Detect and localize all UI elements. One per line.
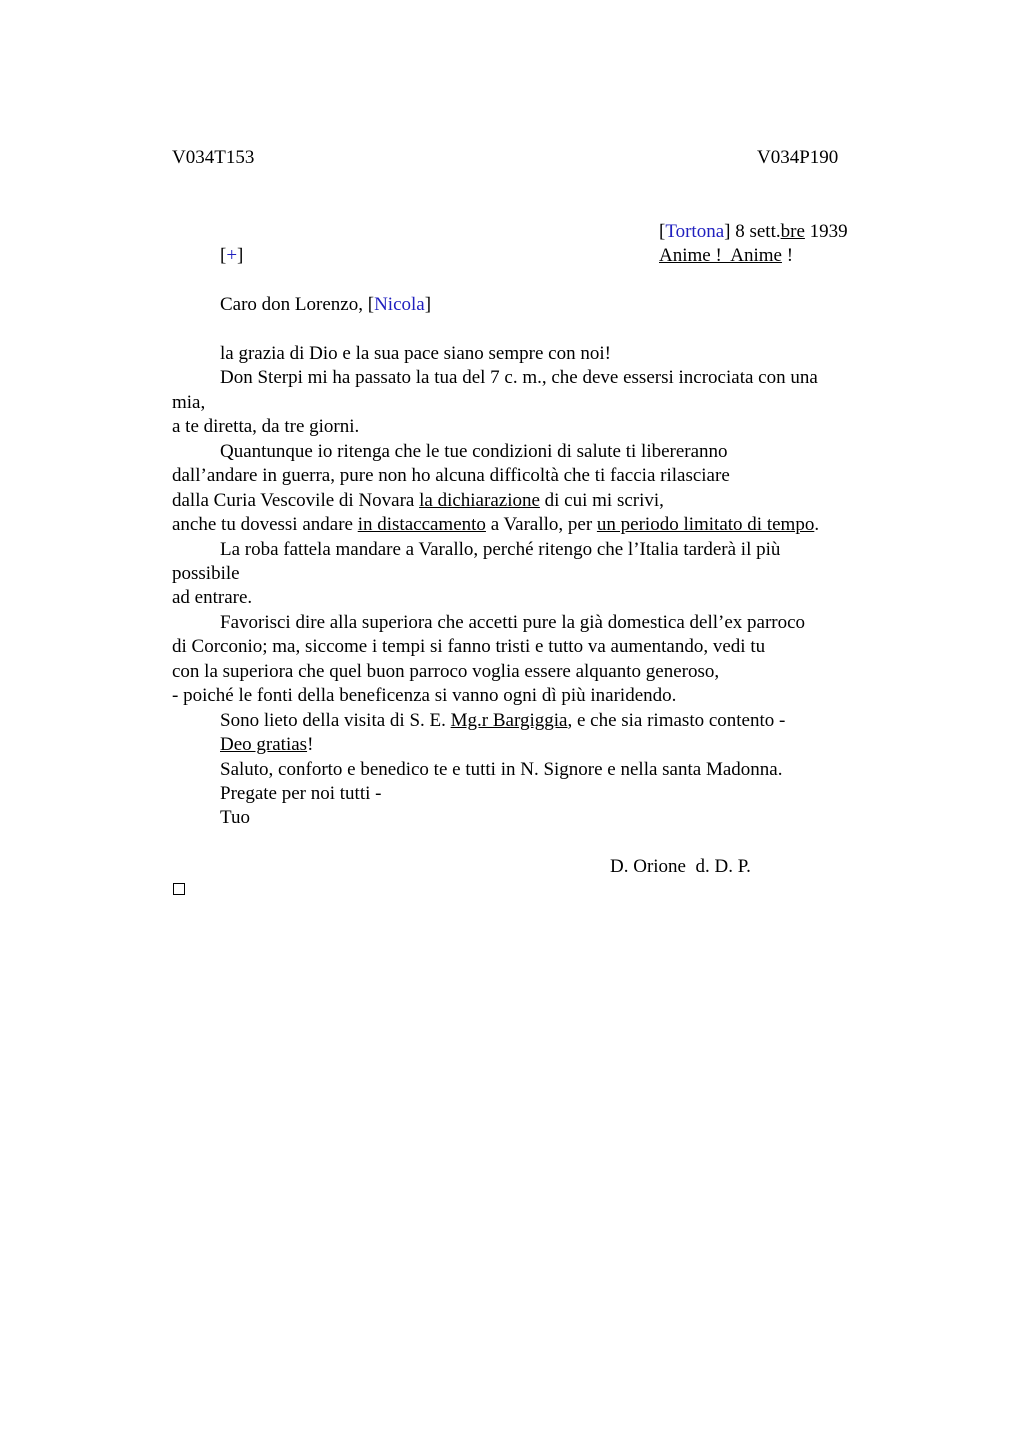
signature: D. Orione d. D. P. bbox=[610, 856, 751, 877]
body-line: di Corconio; ma, siccome i tempi si fanno tristi e tutto va aumentando, vedi tu bbox=[172, 636, 766, 657]
document-code-left: V034T153 bbox=[172, 147, 255, 168]
body-line: la grazia di Dio e la sua pace siano sempre con noi! bbox=[220, 343, 611, 364]
body-line: possibile bbox=[172, 563, 240, 584]
body-line: Tuo bbox=[220, 807, 250, 828]
date-day-month: 8 sett. bbox=[735, 221, 781, 242]
date-year: 1939 bbox=[809, 221, 848, 242]
body-line bbox=[220, 710, 785, 732]
underlined-text: Mg.r Bargiggia bbox=[450, 710, 568, 731]
body-line: ad entrare. bbox=[172, 587, 253, 608]
body-line: Pregate per noi tutti - bbox=[220, 783, 382, 804]
place-name: Tortona bbox=[665, 221, 725, 242]
salutation: Caro don Lorenzo, [Nicola] bbox=[220, 294, 432, 315]
underlined-text: Deo gratias bbox=[220, 734, 308, 755]
body-text: Sono lieto della visita di S. E. bbox=[220, 710, 451, 731]
body-line bbox=[172, 490, 664, 512]
salutation-name: Nicola bbox=[374, 294, 425, 315]
body-line: Quantunque io ritenga che le tue condizioni di salute ti libereranno bbox=[220, 441, 728, 462]
body-line: a te diretta, da tre giorni. bbox=[172, 416, 360, 437]
underlined-text: un periodo limitato di tempo bbox=[596, 514, 815, 535]
body-text: . bbox=[814, 514, 820, 535]
document-code-right: V034P190 bbox=[757, 147, 839, 168]
body-line: La roba fattela mandare a Varallo, perché ritengo che l’Italia tarderà il più bbox=[220, 539, 781, 560]
salutation-text: Caro don Lorenzo, bbox=[220, 294, 368, 315]
body-line: Favorisci dire alla superiora che accetti pure la già domestica dell’ex parroco bbox=[220, 612, 806, 633]
body-text: a Varallo, per bbox=[485, 514, 597, 535]
dateline: [Tortona] 8 sett.bre 1939 bbox=[659, 221, 848, 242]
cross-symbol: + bbox=[226, 245, 238, 266]
body-text: dalla Curia Vescovile di Novara bbox=[172, 490, 420, 511]
body-line: Saluto, conforto e benedico te e tutti in N. Signore e nella santa Madonna. bbox=[220, 759, 783, 780]
body-text: ! bbox=[307, 734, 314, 755]
motto-text: Anime ! Anime bbox=[659, 245, 782, 266]
body-line: con la superiora che quel buon parroco voglia essere alquanto generoso, bbox=[172, 661, 720, 682]
body-line: Don Sterpi mi ha passato la tua del 7 c. m., che deve essersi incrociata con una bbox=[220, 367, 818, 388]
body-text: anche tu dovessi andare bbox=[172, 514, 358, 535]
body-line: mia, bbox=[172, 392, 206, 413]
date-month-suffix: bre bbox=[780, 221, 805, 242]
body-text: , e che sia rimasto contento - bbox=[567, 710, 786, 731]
end-mark-square-icon bbox=[173, 883, 185, 895]
body-line bbox=[172, 514, 819, 536]
underlined-text: in distaccamento bbox=[357, 514, 486, 535]
underlined-text: la dichiarazione bbox=[419, 490, 540, 511]
cross-mark: [+] bbox=[220, 245, 244, 266]
motto bbox=[659, 245, 793, 267]
body-line bbox=[220, 734, 313, 756]
body-text: di cui mi scrivi, bbox=[539, 490, 664, 511]
body-line: dall’andare in guerra, pure non ho alcuna difficoltà che ti faccia rilasciare bbox=[172, 465, 730, 486]
motto-end: ! bbox=[786, 245, 794, 266]
body-line: - poiché le fonti della beneficenza si vanno ogni dì più inaridendo. bbox=[172, 685, 677, 706]
